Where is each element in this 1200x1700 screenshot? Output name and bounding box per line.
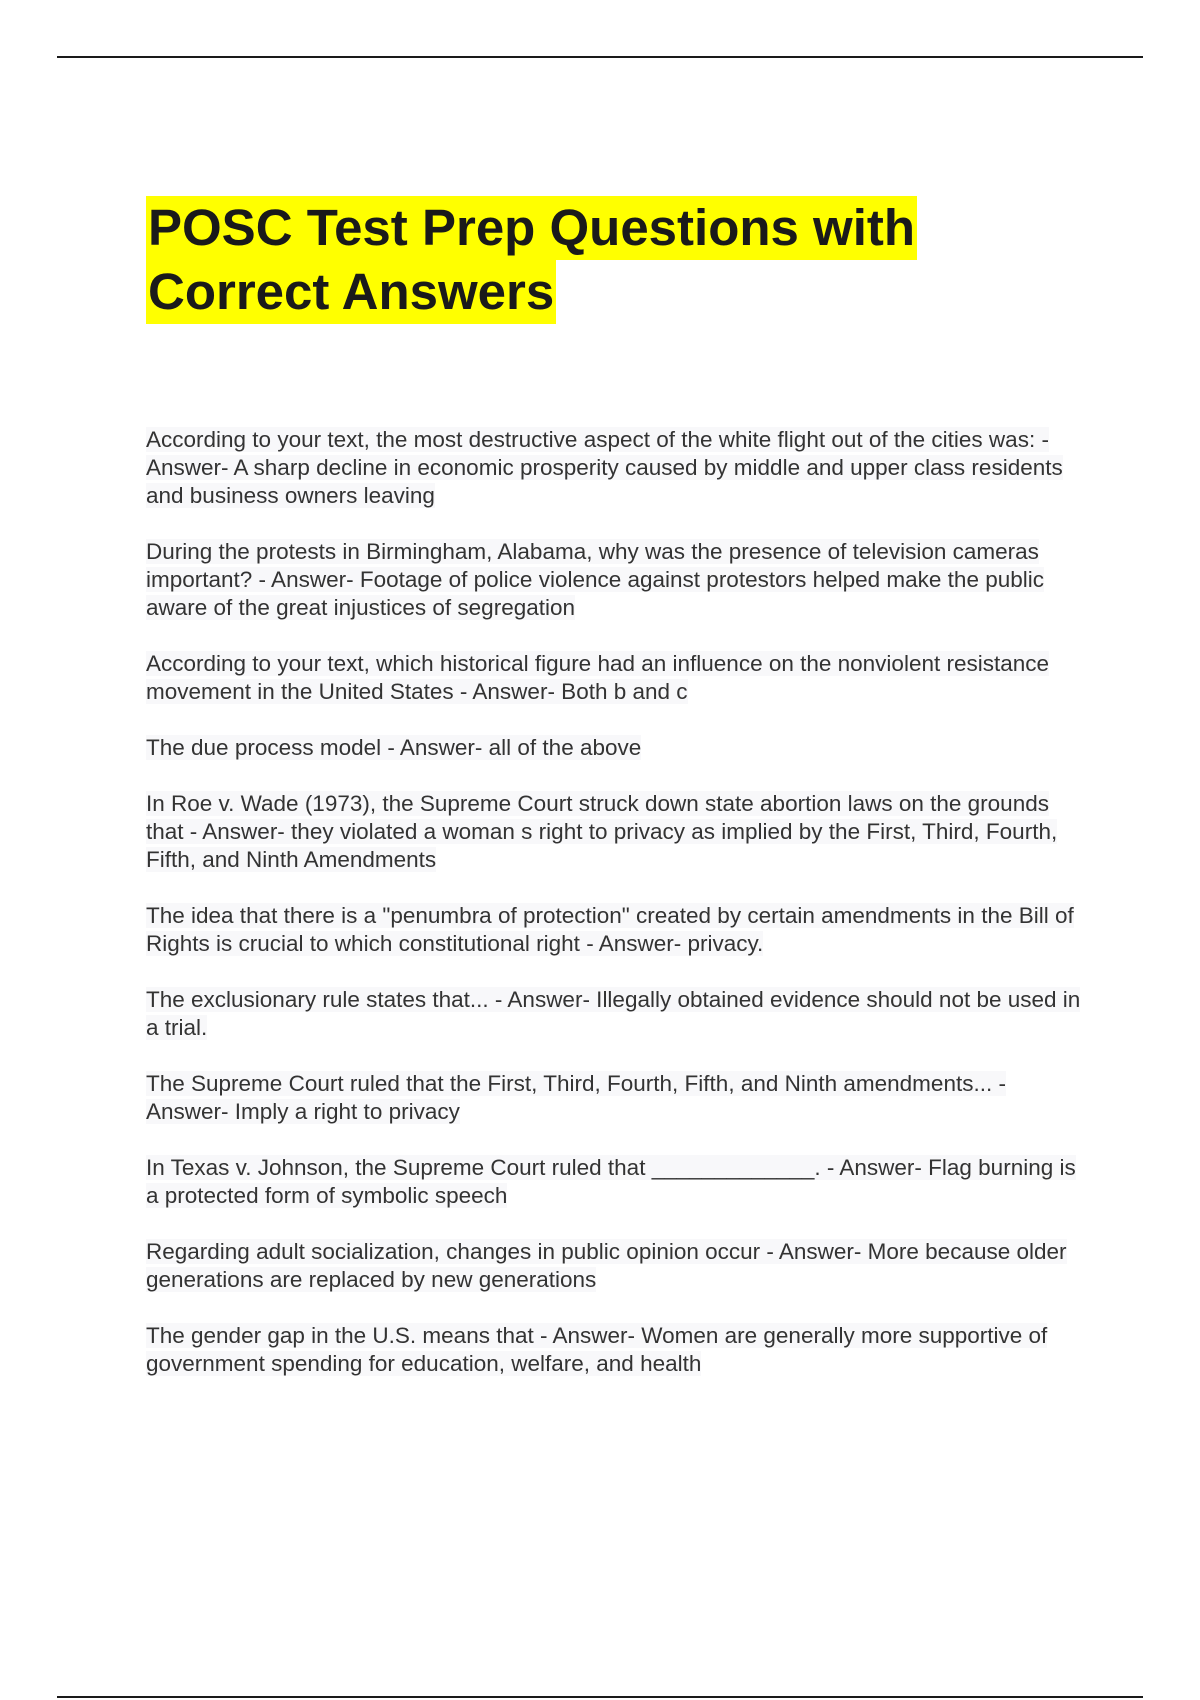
qa-text: According to your text, the most destructive aspect of the white flight out of the cities was: - Answer- A sharp decline in economic prosperity caused by middle and upper class residents and business owners leaving <box>146 427 1063 508</box>
qa-text: The exclusionary rule states that... - Answer- Illegally obtained evidence should not be used in a trial. <box>146 987 1081 1040</box>
title-line-1: POSC Test Prep Questions with <box>146 196 917 260</box>
qa-item <box>146 734 1086 762</box>
qa-item <box>146 538 1086 622</box>
qa-item <box>146 426 1086 510</box>
qa-text: Regarding adult socialization, changes in public opinion occur - Answer- More because older generations are replaced by new generations <box>146 1239 1067 1292</box>
qa-item <box>146 1070 1086 1126</box>
qa-item <box>146 1322 1086 1378</box>
qa-item <box>146 790 1086 874</box>
bottom-divider <box>57 1696 1143 1698</box>
qa-list <box>146 426 1086 1406</box>
qa-item <box>146 1154 1086 1210</box>
qa-text: According to your text, which historical figure had an influence on the nonviolent resistance movement in the United States - Answer- Both b and c <box>146 651 1050 704</box>
top-divider <box>57 56 1143 58</box>
document-title <box>146 196 1066 324</box>
qa-item <box>146 1238 1086 1294</box>
qa-text: In Texas v. Johnson, the Supreme Court ruled that _____________. - Answer- Flag burning is a protected form of symbolic speech <box>146 1155 1076 1208</box>
qa-text: The gender gap in the U.S. means that - Answer- Women are generally more supportive of government spending for education, welfare, and health <box>146 1323 1048 1376</box>
qa-text: The Supreme Court ruled that the First, Third, Fourth, Fifth, and Ninth amendments... - Answer- Imply a right to privacy <box>146 1071 1006 1124</box>
qa-text: The due process model - Answer- all of the above <box>146 735 642 760</box>
qa-text: In Roe v. Wade (1973), the Supreme Court struck down state abortion laws on the grounds that - Answer- they violated a woman s right to privacy as implied by the First, Third, Fourth, Fifth, and Ninth Amendments <box>146 791 1058 872</box>
qa-text: During the protests in Birmingham, Alabama, why was the presence of television cameras important? - Answer- Footage of police violence against protestors helped make the public aware of the great injustices of segregation <box>146 539 1045 620</box>
qa-item <box>146 902 1086 958</box>
qa-item <box>146 650 1086 706</box>
qa-text: The idea that there is a "penumbra of protection" created by certain amendments in the Bill of Rights is crucial to which constitutional right - Answer- privacy. <box>146 903 1074 956</box>
qa-item <box>146 986 1086 1042</box>
title-line-2: Correct Answers <box>146 260 556 324</box>
